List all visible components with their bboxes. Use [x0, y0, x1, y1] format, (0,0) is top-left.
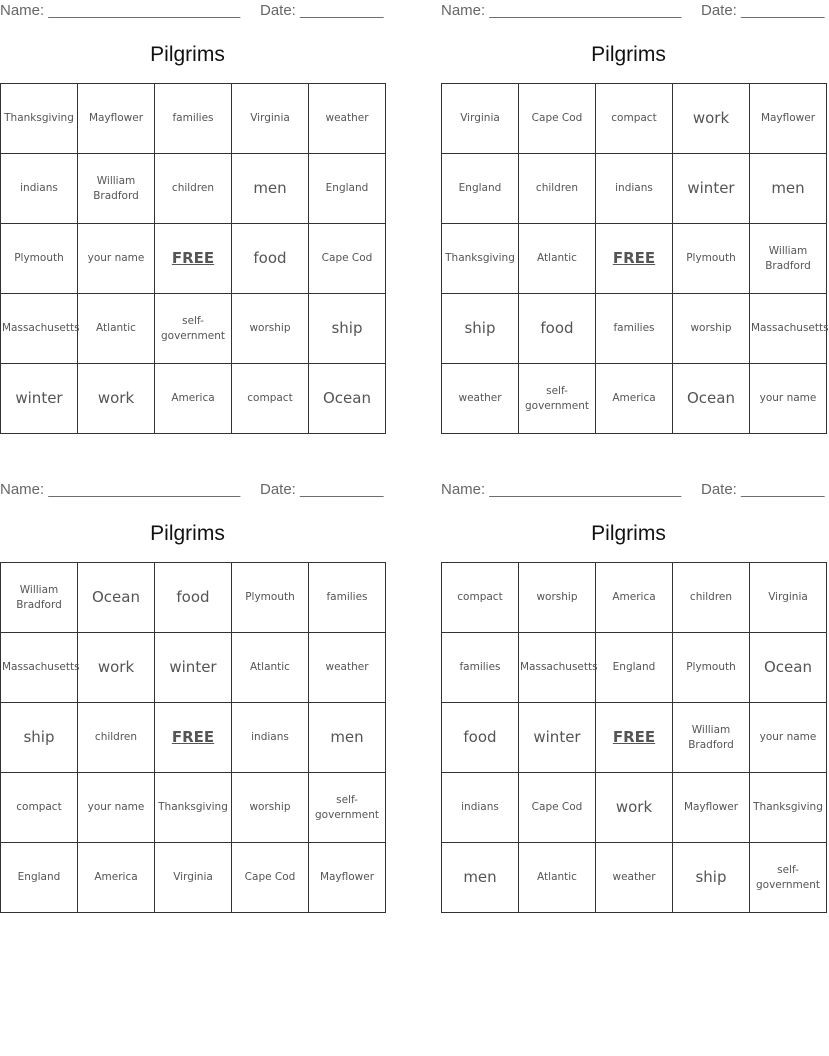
- bingo-cell[interactable]: Massachusetts: [519, 633, 596, 703]
- bingo-card-1: [0, 0, 384, 407]
- bingo-cell[interactable]: children: [673, 563, 750, 633]
- bingo-cell[interactable]: Virginia: [750, 563, 827, 633]
- free-space[interactable]: FREE: [155, 224, 232, 294]
- bingo-cell[interactable]: Cape Cod: [232, 843, 309, 913]
- bingo-grid: [0, 83, 386, 434]
- bingo-cell[interactable]: Massachusetts: [750, 294, 827, 364]
- bingo-cell[interactable]: work: [596, 773, 673, 843]
- card-header: [441, 0, 825, 22]
- bingo-cell[interactable]: self-government: [155, 294, 232, 364]
- bingo-cell[interactable]: self-government: [519, 364, 596, 434]
- bingo-cell[interactable]: children: [519, 154, 596, 224]
- bingo-cell[interactable]: weather: [309, 633, 386, 703]
- bingo-cell[interactable]: food: [519, 294, 596, 364]
- card-title: Pilgrims: [591, 522, 666, 545]
- name-field[interactable]: Name: _______________________: [441, 2, 682, 19]
- bingo-cell[interactable]: William Bradford: [673, 703, 750, 773]
- bingo-cell[interactable]: self-government: [309, 773, 386, 843]
- date-field[interactable]: Date: __________: [701, 2, 825, 19]
- bingo-cell[interactable]: compact: [1, 773, 78, 843]
- bingo-cell[interactable]: your name: [750, 364, 827, 434]
- bingo-cell[interactable]: worship: [232, 294, 309, 364]
- bingo-cell[interactable]: Mayflower: [673, 773, 750, 843]
- bingo-cell[interactable]: ship: [309, 294, 386, 364]
- bingo-cell[interactable]: indians: [232, 703, 309, 773]
- bingo-cell[interactable]: ship: [1, 703, 78, 773]
- bingo-cell[interactable]: children: [78, 703, 155, 773]
- bingo-cell[interactable]: Plymouth: [673, 224, 750, 294]
- bingo-cell[interactable]: William Bradford: [78, 154, 155, 224]
- bingo-cell[interactable]: work: [673, 84, 750, 154]
- bingo-cell[interactable]: indians: [442, 773, 519, 843]
- bingo-cell[interactable]: families: [442, 633, 519, 703]
- bingo-cell[interactable]: Plymouth: [1, 224, 78, 294]
- bingo-cell[interactable]: Ocean: [673, 364, 750, 434]
- bingo-cell[interactable]: Cape Cod: [519, 773, 596, 843]
- bingo-cell[interactable]: Thanksgiving: [155, 773, 232, 843]
- bingo-cell[interactable]: ship: [673, 843, 750, 913]
- bingo-cell[interactable]: weather: [442, 364, 519, 434]
- bingo-cell[interactable]: families: [155, 84, 232, 154]
- bingo-cell[interactable]: men: [232, 154, 309, 224]
- bingo-card-3: [0, 479, 384, 883]
- bingo-cell[interactable]: work: [78, 633, 155, 703]
- bingo-cell[interactable]: ship: [442, 294, 519, 364]
- bingo-cell[interactable]: Mayflower: [750, 84, 827, 154]
- bingo-cell[interactable]: Virginia: [155, 843, 232, 913]
- bingo-cell[interactable]: Cape Cod: [309, 224, 386, 294]
- bingo-cell[interactable]: winter: [155, 633, 232, 703]
- bingo-cell[interactable]: Massachusetts: [1, 633, 78, 703]
- bingo-cell[interactable]: worship: [519, 563, 596, 633]
- bingo-cell[interactable]: Atlantic: [78, 294, 155, 364]
- card-title: Pilgrims: [591, 43, 666, 66]
- bingo-cell[interactable]: food: [232, 224, 309, 294]
- bingo-grid: [0, 562, 386, 913]
- bingo-cell[interactable]: compact: [596, 84, 673, 154]
- bingo-cell[interactable]: Atlantic: [232, 633, 309, 703]
- bingo-cell[interactable]: England: [596, 633, 673, 703]
- bingo-cell[interactable]: men: [309, 703, 386, 773]
- bingo-cell[interactable]: Mayflower: [309, 843, 386, 913]
- bingo-cell[interactable]: self-government: [750, 843, 827, 913]
- bingo-cell[interactable]: Atlantic: [519, 224, 596, 294]
- bingo-cell[interactable]: William Bradford: [750, 224, 827, 294]
- bingo-cell[interactable]: Ocean: [78, 563, 155, 633]
- date-field[interactable]: Date: __________: [260, 2, 384, 19]
- card-title: Pilgrims: [150, 43, 225, 66]
- card-header: [441, 479, 825, 501]
- bingo-cell[interactable]: England: [442, 154, 519, 224]
- bingo-cell[interactable]: compact: [442, 563, 519, 633]
- bingo-cell[interactable]: America: [596, 364, 673, 434]
- bingo-cell[interactable]: weather: [596, 843, 673, 913]
- bingo-cell[interactable]: Thanksgiving: [750, 773, 827, 843]
- free-space[interactable]: FREE: [155, 703, 232, 773]
- bingo-cell[interactable]: winter: [673, 154, 750, 224]
- bingo-cell[interactable]: your name: [78, 224, 155, 294]
- date-field[interactable]: Date: __________: [701, 481, 825, 498]
- bingo-cell[interactable]: men: [442, 843, 519, 913]
- bingo-cell[interactable]: Virginia: [232, 84, 309, 154]
- bingo-cell[interactable]: England: [1, 843, 78, 913]
- bingo-cell[interactable]: families: [596, 294, 673, 364]
- bingo-cell[interactable]: Plymouth: [232, 563, 309, 633]
- bingo-card-2: [441, 0, 829, 412]
- card-header: [0, 479, 384, 501]
- bingo-cell[interactable]: winter: [519, 703, 596, 773]
- bingo-cell[interactable]: your name: [78, 773, 155, 843]
- name-field[interactable]: Name: _______________________: [441, 481, 682, 498]
- bingo-cell[interactable]: food: [442, 703, 519, 773]
- bingo-cell[interactable]: indians: [596, 154, 673, 224]
- bingo-cell[interactable]: America: [155, 364, 232, 434]
- bingo-cell[interactable]: Massachusetts: [1, 294, 78, 364]
- card-header: [0, 0, 384, 22]
- bingo-cell[interactable]: Ocean: [309, 364, 386, 434]
- name-field[interactable]: Name: _______________________: [0, 481, 241, 498]
- free-space[interactable]: FREE: [596, 224, 673, 294]
- bingo-cell[interactable]: worship: [673, 294, 750, 364]
- bingo-cell[interactable]: Cape Cod: [519, 84, 596, 154]
- date-field[interactable]: Date: __________: [260, 481, 384, 498]
- bingo-cell[interactable]: America: [596, 563, 673, 633]
- free-space[interactable]: FREE: [596, 703, 673, 773]
- bingo-grid: [441, 562, 827, 913]
- card-title: Pilgrims: [150, 522, 225, 545]
- bingo-cell[interactable]: William Bradford: [1, 563, 78, 633]
- bingo-cell[interactable]: weather: [309, 84, 386, 154]
- bingo-cell[interactable]: worship: [232, 773, 309, 843]
- bingo-cell[interactable]: Thanksgiving: [1, 84, 78, 154]
- bingo-grid: [441, 83, 827, 434]
- bingo-cell[interactable]: England: [309, 154, 386, 224]
- bingo-cell[interactable]: America: [78, 843, 155, 913]
- bingo-cell[interactable]: Mayflower: [78, 84, 155, 154]
- bingo-cell[interactable]: Virginia: [442, 84, 519, 154]
- bingo-cell[interactable]: winter: [1, 364, 78, 434]
- bingo-cell[interactable]: Thanksgiving: [442, 224, 519, 294]
- bingo-cell[interactable]: compact: [232, 364, 309, 434]
- bingo-cell[interactable]: families: [309, 563, 386, 633]
- bingo-cell[interactable]: Atlantic: [519, 843, 596, 913]
- bingo-cell[interactable]: men: [750, 154, 827, 224]
- bingo-cell[interactable]: work: [78, 364, 155, 434]
- name-field[interactable]: Name: _______________________: [0, 2, 241, 19]
- bingo-cell[interactable]: Ocean: [750, 633, 827, 703]
- bingo-cell[interactable]: food: [155, 563, 232, 633]
- bingo-cell[interactable]: indians: [1, 154, 78, 224]
- bingo-card-4: [441, 479, 825, 891]
- bingo-cell[interactable]: children: [155, 154, 232, 224]
- bingo-cell[interactable]: your name: [750, 703, 827, 773]
- bingo-cell[interactable]: Plymouth: [673, 633, 750, 703]
